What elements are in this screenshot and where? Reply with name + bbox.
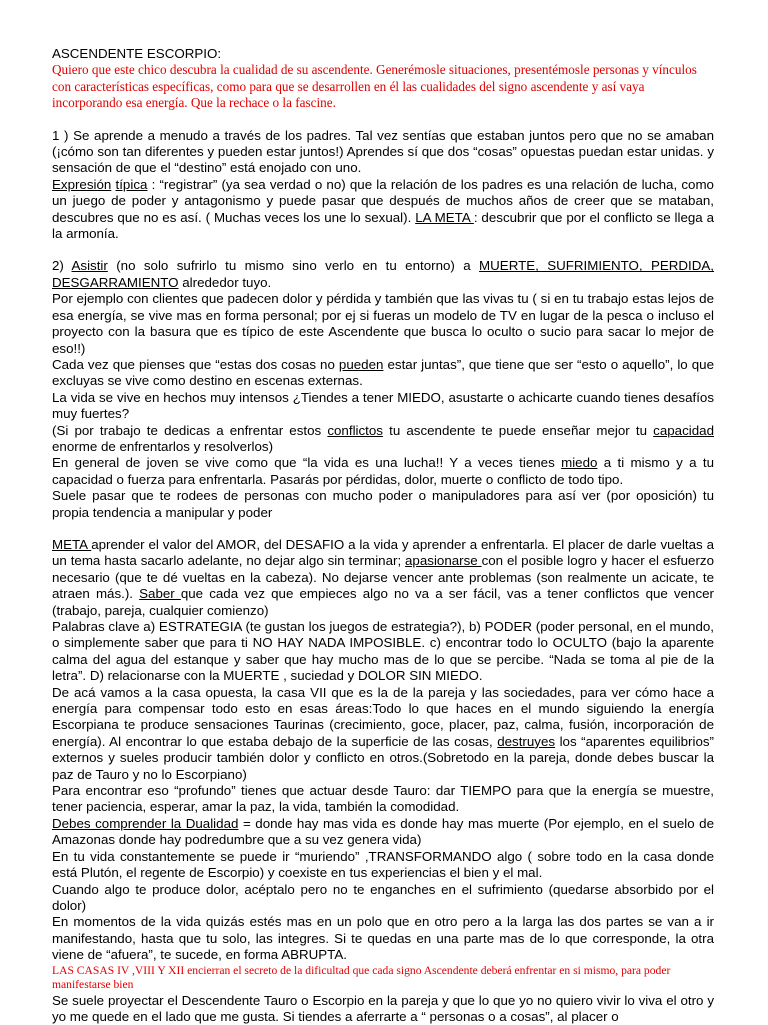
- paragraph-text: alrededor tuyo.: [178, 274, 272, 290]
- paragraph-text: = donde hay mas vida es donde hay mas muerte (Por ejemplo, en el suelo de Amazonas donde hay podredumbre que a su vez genera vida): [52, 815, 715, 848]
- paragraph-text: : “registrar” (ya sea verdad o no) que la relación de los padres es una relación de lucha, como un juego de poder y antagonismo y puede pasar que después de muchos años de creer que se mataban, descubres que no es así. ( Muchas veces los une lo sexual).: [52, 176, 714, 225]
- underlined-word: Saber: [139, 586, 181, 602]
- underlined-word: típica: [115, 176, 148, 192]
- document-page: [52, 46, 714, 1025]
- section3-paragraph: [52, 816, 714, 849]
- paragraph-text: (Si por trabajo te dedicas a enfrentar estos: [52, 422, 328, 438]
- underlined-word: Asistir: [71, 258, 108, 274]
- section1-paragraph: 1 ) Se aprende a menudo a través de los padres. Tal vez sentías que estaban juntos pero que no se amaban (¡cómo son tan diferentes y pueden estar juntos!) Aprendes sí que dos “cosas” opuestas puedan estar unidas. y sensación de que el “destino” está enojado con uno.: [52, 127, 714, 176]
- section2-paragraph: [52, 455, 714, 488]
- intro-note: Quiero que este chico descubra la cualidad de su ascendente. Generémosle situaciones, presentémosle personas y vínculos con características específicas, como para que se desarrollen en él las cualidades del signo ascendente y así vaya incorporando esa energía. Que la rechace o la fascine.: [52, 62, 697, 111]
- paragraph-text: los “aparentes equilibrios” externos y sueles producir también dolor y conflicto en otros.(Sobretodo en la pareja, donde debes buscar la paz de Tauro y no lo Escorpiano): [52, 733, 714, 782]
- paragraph-text: De acá vamos a la casa opuesta, la casa VII que es la de la pareja y las sociedades, para ver cómo hace a energía para compensar todo esto en esas áreas:Todo lo que haces en el mundo siguiendo la energía Escorpiana te produce sensaciones Taurinas (crecimiento, goce, placer, paz, calma, fusión, incorporación de energía). Al encontrar lo que estaba debajo de la superficie de las cosas,: [52, 684, 714, 749]
- underlined-word: apasionarse: [405, 553, 482, 569]
- spacer: [52, 112, 714, 128]
- section3-paragraph: Palabras clave a) ESTRATEGIA (te gustan los juegos de estrategia?), b) PODER (poder personal, en el mundo, o simplemente saber que para ti NO HAY NADA IMPOSIBLE. c) encontrar todo lo OCULTO (bajo la aparente calma del agua del estanque y saber que hay mucho mas de lo que se percibe. “Nada se toma al pie de la letra”. D) relacionarse con la MUERTE , suciedad y DOLOR SIN MIEDO.: [52, 619, 714, 684]
- paragraph-text: 2): [52, 258, 72, 274]
- paragraph-text: a ti mismo y a tu capacidad o fuerza para enfrentarla. Pasarás por pérdidas, dolor, muerte o conflicto de todo tipo.: [52, 455, 714, 487]
- paragraph-text: con el posible logro y hacer el esfuerzo necesario (que te dé vueltas en la cabeza). No dejarse vencer ante problemas (son realmente un acicate, te atraen más.).: [52, 553, 714, 602]
- underlined-word: pueden: [338, 356, 384, 372]
- underlined-word: conflictos: [327, 422, 383, 438]
- section2-paragraph: Suele pasar que te rodees de personas con mucho poder o manipuladores para así ver (por oposición) tu propia tendencia a manipular y poder: [52, 488, 714, 520]
- section3-paragraph: En tu vida constantemente se puede ir “muriendo” ,TRANSFORMANDO algo ( sobre todo en la casa donde está Plutón, el regente de Escorpio) y coexiste en tus experiencias el bien y el mal.: [52, 848, 714, 881]
- section3-paragraph: [52, 685, 714, 783]
- spacer: [52, 521, 714, 537]
- section2-intro: [52, 258, 714, 291]
- final-paragraph: Se suele proyectar el Descendente Tauro o Escorpio en la pareja y que lo que yo no quiero vivir lo viva el otro y yo me quede en el lado que me gusta. Si tiendes a aferrarte a “ personas o a cosas”, al placer o: [52, 992, 714, 1024]
- section1-expression-paragraph: [52, 177, 714, 243]
- section3-meta-paragraph: [52, 537, 714, 619]
- spacer: [52, 242, 714, 258]
- underlined-phrase: MUERTE, SUFRIMIENTO, PERDIDA, DESGARRAMIENTO: [52, 258, 715, 290]
- underlined-word: miedo: [561, 455, 598, 471]
- section2-paragraph: [52, 357, 714, 390]
- underlined-word: capacidad: [653, 422, 714, 438]
- section3-paragraph: En momentos de la vida quizás estés mas en un polo que en otro pero a la larga las dos partes se van a ir manifestando, hasta que tu solo, las integres. Si te quedas en una parte mas de lo que corresponde, la otra viene de “afuera”, te sucede, en forma ABRUPTA.: [52, 914, 714, 963]
- section2-paragraph: La vida se vive en hechos muy intensos ¿Tiendes a tener MIEDO, asustarte o achicarte cuando tienes desafíos muy fuertes?: [52, 389, 714, 422]
- section2-paragraph: [52, 423, 714, 456]
- underlined-word: Expresión: [52, 176, 112, 192]
- paragraph-text: enorme de enfrentarlos y resolverlos): [52, 438, 274, 454]
- paragraph-text: Cada vez que pienses que “estas dos cosas no: [52, 356, 339, 372]
- paragraph-text: En general de joven se vive como que “la vida es una lucha!! Y a veces tienes: [52, 455, 562, 471]
- paragraph-text: (no solo sufrirlo tu mismo sino verlo en tu entorno) a: [107, 258, 480, 274]
- paragraph-text: tu ascendente te puede enseñar mejor tu: [382, 422, 654, 438]
- meta-label: META: [52, 536, 92, 552]
- section2-paragraph: Por ejemplo con clientes que padecen dolor y pérdida y también que las vivas tu ( si en tu trabajo estas lejos de esa energía, se vive mas en forma personal; por ej si fueras un modelo de TV en lugar de la pesca o incluso el proyecto con la basura que es típico de este Ascendente que busca lo oculto o sucio para sacar lo mejor de eso!!): [52, 291, 714, 356]
- casas-note: LAS CASAS IV ,VIII Y XII encierran el secreto de la dificultad que cada signo Ascendente deberá enfrentar en si mismo, para poder manifestarse bien: [52, 963, 671, 992]
- paragraph-text: : descubrir que por el conflicto se llega a la armonía.: [52, 209, 715, 242]
- section3-paragraph: Cuando algo te produce dolor, acéptalo pero no te enganches en el sufrimiento (quedarse absorbido por el dolor): [52, 881, 714, 913]
- meta-label: LA META: [415, 209, 474, 225]
- document-heading: ASCENDENTE ESCORPIO:: [52, 46, 222, 61]
- section3-paragraph: Para encontrar eso “profundo” tienes que actuar desde Tauro: dar TIEMPO para que la energía se muestre, tener paciencia, esperar, amar la paz, la vida, también la comodidad.: [52, 783, 714, 815]
- underlined-word: destruyes: [497, 733, 556, 749]
- paragraph-text: aprender el valor del AMOR, del DESAFIO a la vida y aprender a enfrentarla. El placer de darle vueltas a un tema hasta sacarlo adelante, no dejar algo sin terminar;: [52, 536, 715, 569]
- paragraph-text: estar juntas”, que tiene que ser “esto o aquello”, lo que excluyas se vive como destino en escenas externas.: [52, 356, 715, 389]
- paragraph-text: que cada vez que empieces algo no va a ser fácil, vas a tener conflictos que vencer (trabajo, pareja, cualquier comienzo): [52, 586, 714, 618]
- underlined-phrase: Debes comprender la Dualidad: [52, 815, 239, 831]
